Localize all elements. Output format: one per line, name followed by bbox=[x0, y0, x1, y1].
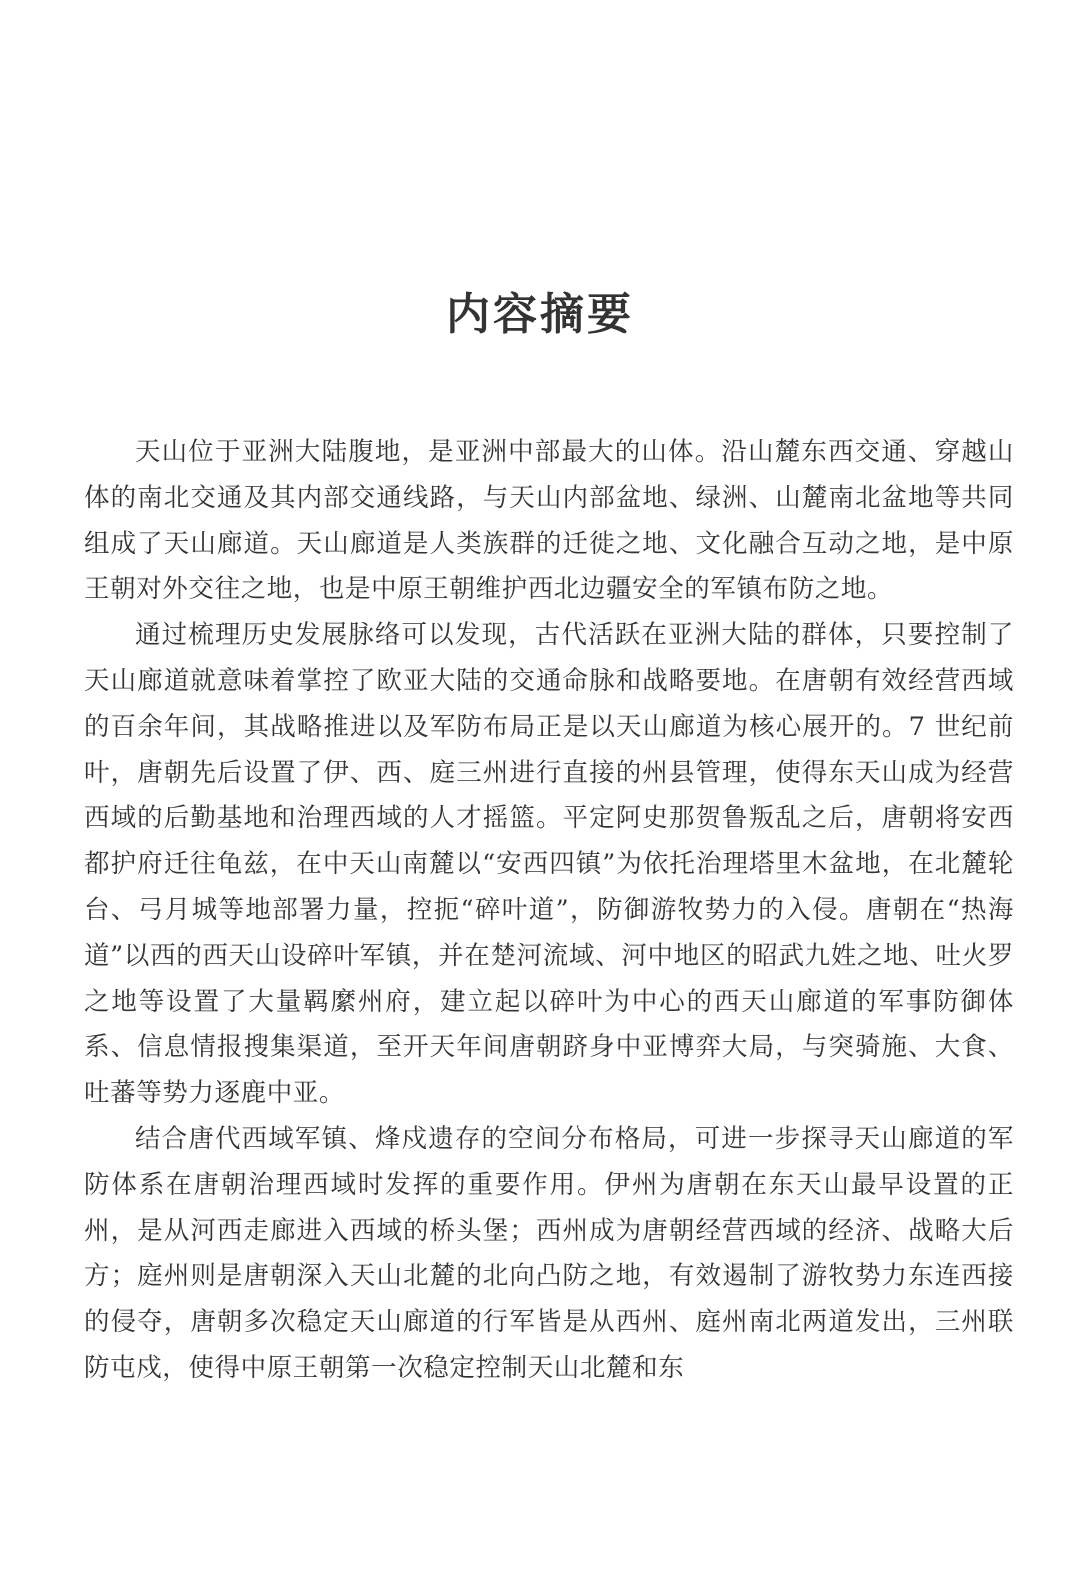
page-title: 内容摘要 bbox=[446, 289, 634, 340]
paragraph: 通过梳理历史发展脉络可以发现，古代活跃在亚洲大陆的群体，只要控制了天山廊道就意味着掌控了欧亚大陆的交通命脉和战略要地。在唐朝有效经营西域的百余年间，其战略推进以及军防布局正是以天山廊道为核心展开的。7 世纪前叶，唐朝先后设置了伊、西、庭三州进行直接的州县管理，使得东天山成为经营西域的后勤基地和治理西域的人才摇篮。平定阿史那贺鲁叛乱之后，唐朝将安西都护府迁往龟兹，在中天山南麓以“安西四镇”为依托治理塔里木盆地，在北麓轮台、弓月城等地部署力量，控扼“碎叶道”，防御游牧势力的入侵。唐朝在“热海道”以西的西天山设碎叶军镇，并在楚河流域、河中地区的昭武九姓之地、吐火罗之地等设置了大量羁縻州府，建立起以碎叶为中心的西天山廊道的军事防御体系、信息情报搜集渠道，至开天年间唐朝跻身中亚博弈大局，与突骑施、大食、吐蕃等势力逐鹿中亚。 bbox=[84, 620, 1014, 1109]
paragraph: 天山位于亚洲大陆腹地，是亚洲中部最大的山体。沿山麓东西交通、穿越山体的南北交通及其内部交通线路，与天山内部盆地、绿洲、山麓南北盆地等共同组成了天山廊道。天山廊道是人类族群的迁徙之地、文化融合互动之地，是中原王朝对外交往之地，也是中原王朝维护西北边疆安全的军镇布防之地。 bbox=[84, 437, 1014, 605]
paragraph: 结合唐代西域军镇、烽戍遗存的空间分布格局，可进一步探寻天山廊道的军防体系在唐朝治理西域时发挥的重要作用。伊州为唐朝在东天山最早设置的正州，是从河西走廊进入西域的桥头堡；西州成为唐朝经营西域的经济、战略大后方；庭州则是唐朝深入天山北麓的北向凸防之地，有效遏制了游牧势力东连西接的侵夺，唐朝多次稳定天山廊道的行军皆是从西州、庭州南北两道发出，三州联防屯戍，使得中原王朝第一次稳定控制天山北麓和东 bbox=[84, 1123, 1014, 1383]
summary-body bbox=[84, 430, 1014, 1392]
